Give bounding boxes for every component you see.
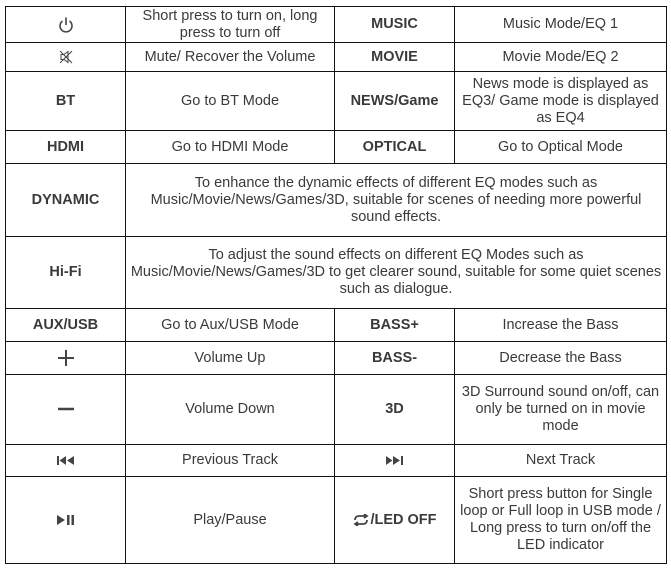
movie-key: MOVIE [335, 43, 455, 72]
loop-icon [352, 514, 370, 526]
bass-plus-desc: Increase the Bass [455, 309, 667, 342]
table-row [6, 164, 667, 237]
mute-desc: Mute/ Recover the Volume [126, 43, 335, 72]
hdmi-desc: Go to HDMI Mode [126, 131, 335, 164]
hifi-desc: To adjust the sound effects on different EQ Modes such as Music/Movie/News/Games/3D to get clearer sound, suitable for some quiet scenes such as dialogue. [126, 237, 667, 309]
table-row [6, 477, 667, 564]
volume-down-key [6, 375, 126, 445]
hdmi-key: HDMI [6, 131, 126, 164]
volume-up-key [6, 342, 126, 375]
table-row [6, 43, 667, 72]
dynamic-key: DYNAMIC [6, 164, 126, 237]
bass-plus-key: BASS+ [335, 309, 455, 342]
3d-key: 3D [335, 375, 455, 445]
volume-down-icon [57, 406, 75, 412]
bt-key: BT [6, 72, 126, 131]
news-game-key: NEWS/Game [335, 72, 455, 131]
loop-led-key [335, 477, 455, 564]
previous-track-key [6, 445, 126, 477]
remote-button-table [5, 6, 667, 564]
previous-track-icon [57, 456, 75, 465]
volume-up-icon [57, 349, 75, 367]
movie-desc: Movie Mode/EQ 2 [455, 43, 667, 72]
table-row [6, 237, 667, 309]
mute-key [6, 43, 126, 72]
loop-led-desc: Short press button for Single loop or Full loop in USB mode / Long press to turn on/off the LED indicator [455, 477, 667, 564]
table-row [6, 309, 667, 342]
next-track-icon [386, 456, 404, 465]
aux-usb-desc: Go to Aux/USB Mode [126, 309, 335, 342]
optical-desc: Go to Optical Mode [455, 131, 667, 164]
bass-minus-desc: Decrease the Bass [455, 342, 667, 375]
music-key: MUSIC [335, 7, 455, 43]
play-pause-key [6, 477, 126, 564]
loop-led-label: /LED OFF [370, 511, 437, 528]
power-desc: Short press to turn on, long press to turn off [126, 7, 335, 43]
next-track-desc: Next Track [455, 445, 667, 477]
hifi-key: Hi-Fi [6, 237, 126, 309]
play-pause-desc: Play/Pause [126, 477, 335, 564]
volume-down-desc: Volume Down [126, 375, 335, 445]
aux-usb-key: AUX/USB [6, 309, 126, 342]
previous-track-desc: Previous Track [126, 445, 335, 477]
table-row [6, 131, 667, 164]
play-pause-icon [57, 515, 75, 525]
table-row [6, 7, 667, 43]
power-icon [58, 16, 74, 34]
dynamic-desc: To enhance the dynamic effects of different EQ modes such as Music/Movie/News/Games/3D, suitable for scenes of needing more powerful sound effects. [126, 164, 667, 237]
power-key [6, 7, 126, 43]
volume-up-desc: Volume Up [126, 342, 335, 375]
music-desc: Music Mode/EQ 1 [455, 7, 667, 43]
mute-icon [59, 50, 73, 64]
table-row [6, 445, 667, 477]
bt-desc: Go to BT Mode [126, 72, 335, 131]
bass-minus-key: BASS- [335, 342, 455, 375]
3d-desc: 3D Surround sound on/off, can only be turned on in movie mode [455, 375, 667, 445]
table-row [6, 375, 667, 445]
table-row [6, 342, 667, 375]
news-game-desc: News mode is displayed as EQ3/ Game mode is displayed as EQ4 [455, 72, 667, 131]
next-track-key [335, 445, 455, 477]
table-row [6, 72, 667, 131]
optical-key: OPTICAL [335, 131, 455, 164]
